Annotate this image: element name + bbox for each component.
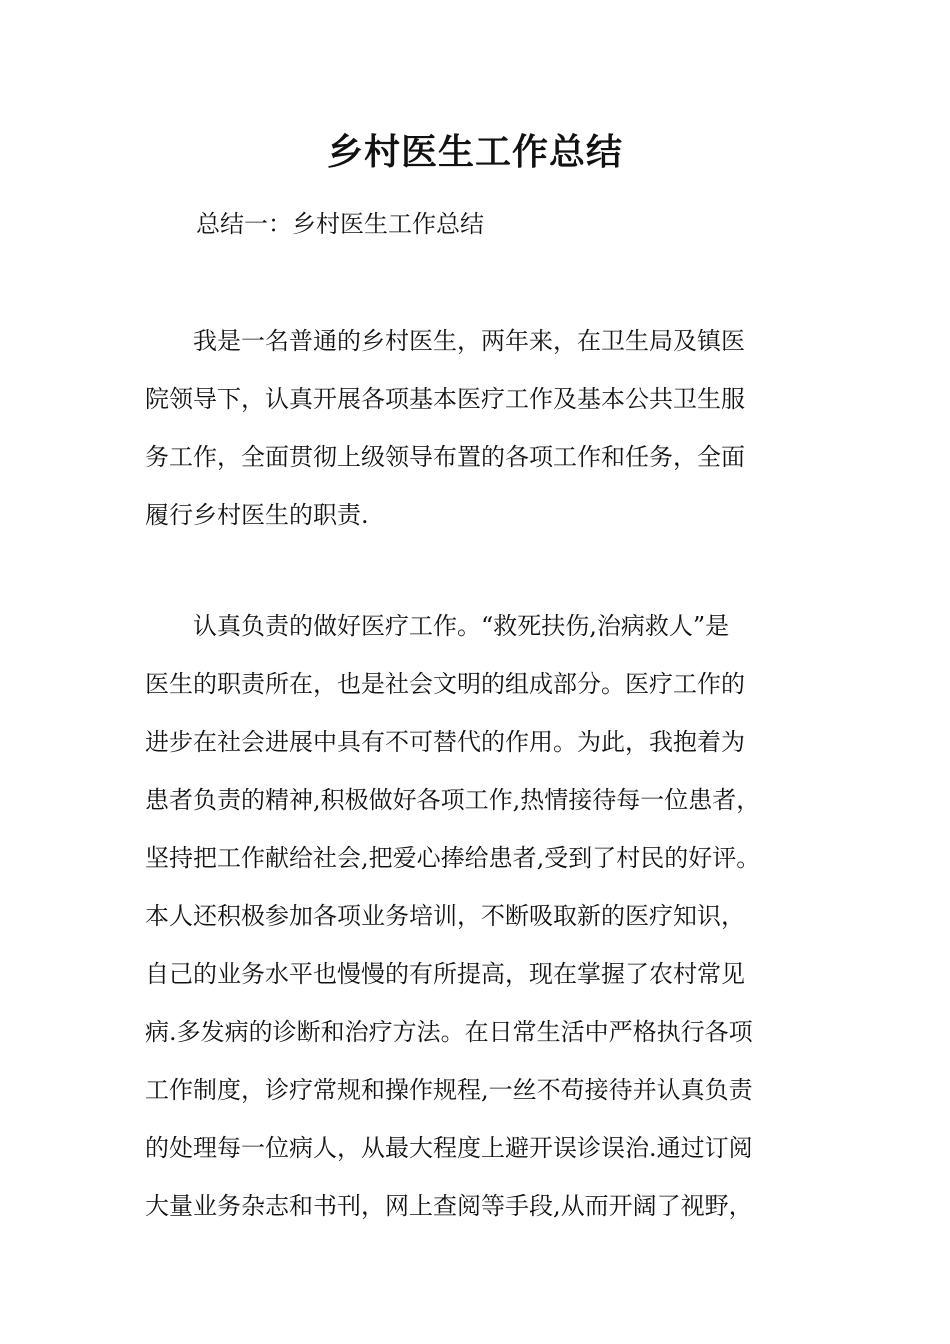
paragraph-1 bbox=[145, 312, 835, 544]
paragraph-line: 我是一名普通的乡村医生，两年来，在卫生局及镇医 bbox=[145, 327, 745, 355]
paragraph-line: 认真负责的做好医疗工作。“救死扶伤,治病救人”是 bbox=[145, 612, 730, 640]
paragraph-line: 患者负责的精神,积极做好各项工作,热情接待每一位患者， bbox=[145, 786, 761, 814]
paragraph-line: 院领导下，认真开展各项基本医疗工作及基本公共卫生服 bbox=[145, 385, 745, 413]
paragraph-2 bbox=[145, 597, 835, 1235]
paragraph-line: 履行乡村医生的职责. bbox=[145, 501, 369, 529]
paragraph-line: 务工作，全面贯彻上级领导布置的各项工作和任务，全面 bbox=[145, 443, 745, 471]
paragraph-line: 医生的职责所在，也是社会文明的组成部分。医疗工作的 bbox=[145, 670, 745, 698]
document-title: 乡村医生工作总结 bbox=[326, 131, 623, 173]
paragraph-line: 工作制度，诊疗常规和操作规程,一丝不苟接待并认真负责 bbox=[145, 1076, 753, 1104]
document-subtitle: 总结一：乡村医生工作总结 bbox=[196, 210, 484, 238]
paragraph-line: 病.多发病的诊断和治疗方法。在日常生活中严格执行各项 bbox=[145, 1018, 753, 1046]
paragraph-line: 坚持把工作献给社会,把爱心捧给患者,受到了村民的好评。 bbox=[145, 844, 761, 872]
paragraph-line: 大量业务杂志和书刊，网上查阅等手段,从而开阔了视野， bbox=[145, 1192, 753, 1220]
paragraph-line: 自己的业务水平也慢慢的有所提高，现在掌握了农村常见 bbox=[145, 960, 745, 988]
paragraph-line: 进步在社会进展中具有不可替代的作用。为此，我抱着为 bbox=[145, 728, 745, 756]
paragraph-line: 本人还积极参加各项业务培训，不断吸取新的医疗知识， bbox=[145, 902, 745, 930]
paragraph-line: 的处理每一位病人，从最大程度上避开误诊误治.通过订阅 bbox=[145, 1134, 753, 1162]
